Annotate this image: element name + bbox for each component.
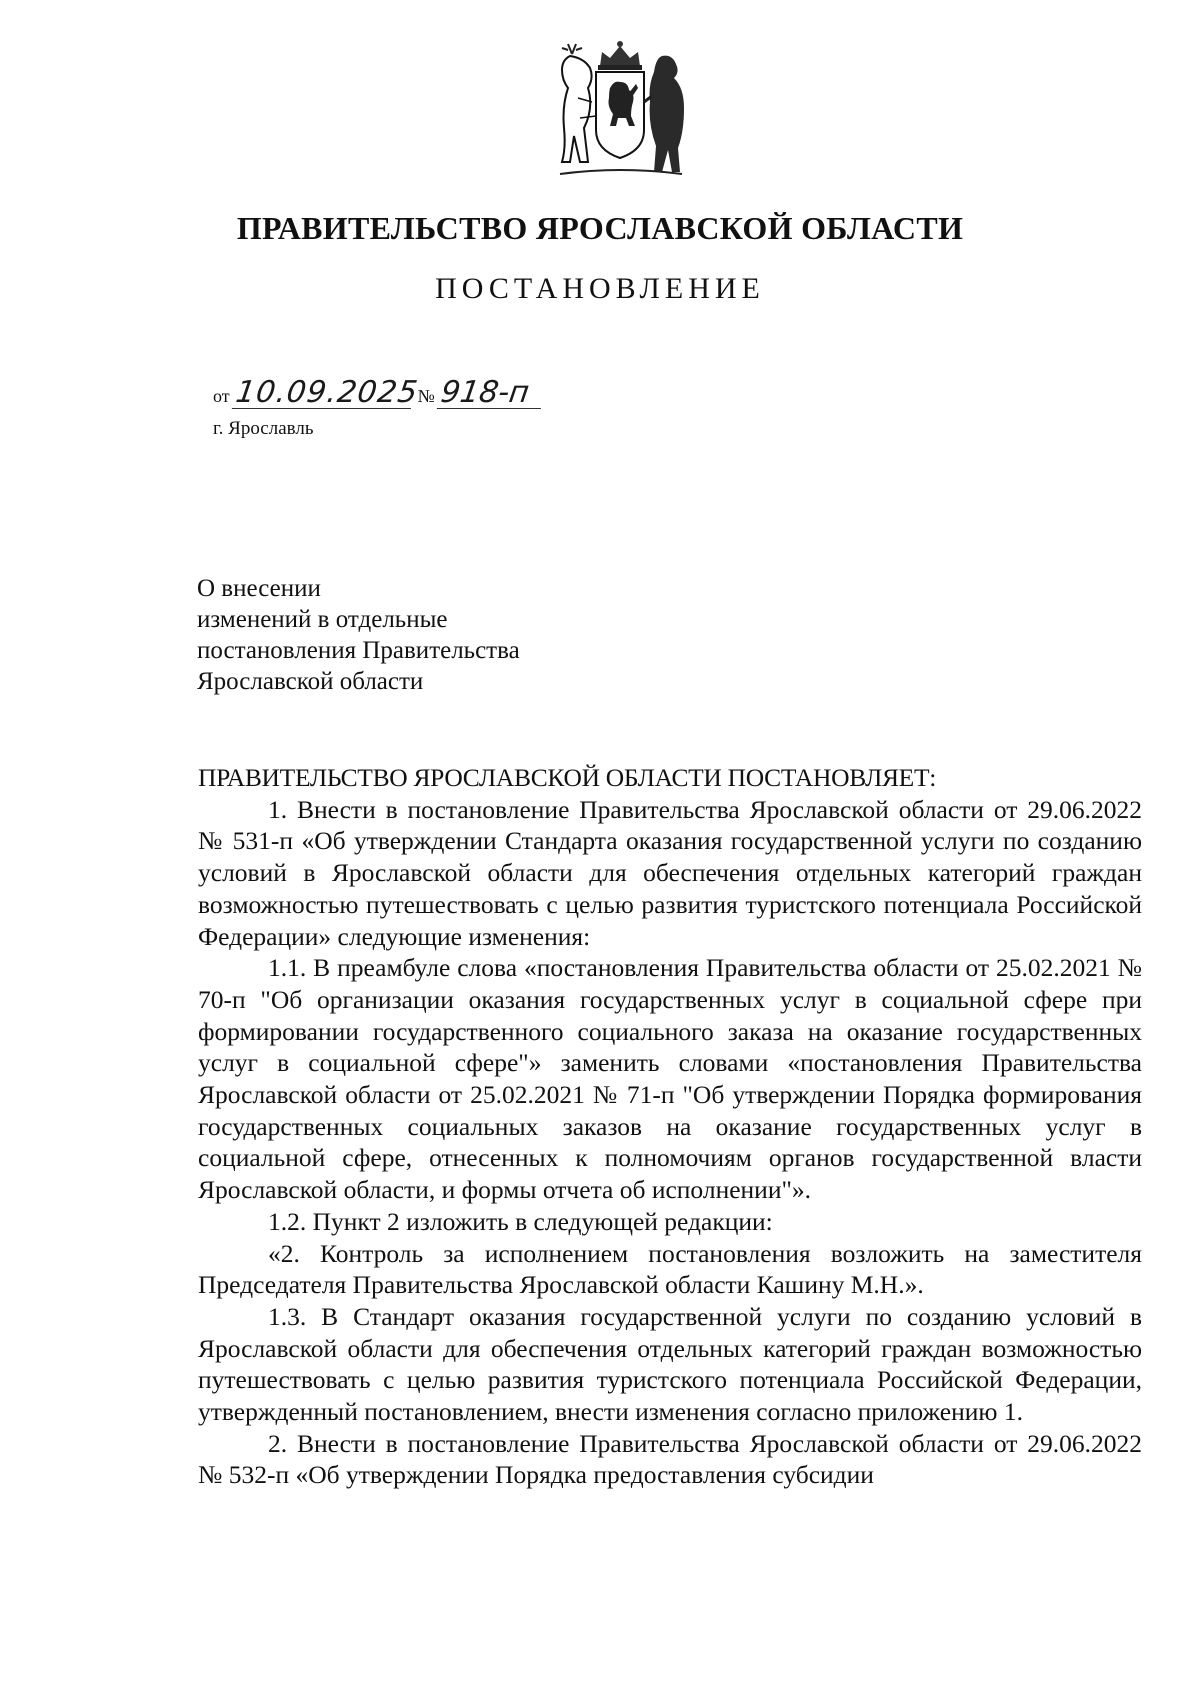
- body-paragraph: 1.2. Пункт 2 изложить в следующей редакции:: [268, 1206, 773, 1236]
- date-number-line: [213, 375, 543, 410]
- subject-line: Ярославской области: [197, 668, 424, 695]
- body-paragraph: 1.3. В Стандарт оказания государственной услуги по созданию условий в Ярославской области для обеспечения отдельных категорий граждан возможностью путешествовать с целью развития туристского потенциала Российской Федерации, утвержденный постановлением, внести изменения согласно приложению 1.: [198, 1301, 1142, 1427]
- subject-line: постановления Правительства: [197, 637, 520, 664]
- document-type-title: ПОСТАНОВЛЕНИЕ: [435, 272, 765, 305]
- date-prefix: от: [213, 386, 230, 406]
- body-paragraph: «2. Контроль за исполнением постановления возложить на заместителя Председателя Правительства Ярославской области Кашину М.Н.».: [198, 1238, 1142, 1300]
- coat-of-arms-emblem: [540, 38, 700, 183]
- subject-line: изменений в отдельные: [197, 606, 448, 633]
- city-label: г. Ярославль: [213, 418, 314, 439]
- decree-number: 918-п: [437, 378, 545, 409]
- subject-line: О внесении: [197, 575, 321, 602]
- body-paragraph: 2. Внести в постановление Правительства Ярославской области от 29.06.2022 № 532-п «Об утверждении Порядка предоставления субсидии: [198, 1428, 1142, 1490]
- government-title: ПРАВИТЕЛЬСТВО ЯРОСЛАВСКОЙ ОБЛАСТИ: [236, 210, 964, 246]
- number-prefix: №: [417, 386, 435, 406]
- body-paragraph: 1.1. В преамбуле слова «постановления Правительства области от 25.02.2021 № 70-п "Об организации оказания государственных услуг в социальной сфере при формировании государственного социального заказа на оказание государственных услуг в социальной сфере"» заменить словами «постановления Правительства Ярославской области от 25.02.2021 № 71-п "Об утверждении Порядка формирования государственных социальных заказов на оказание государственных услуг в социальной сфере, отнесенных к полномочиям органов государственной власти Ярославской области, и формы отчета об исполнении"».: [198, 953, 1142, 1205]
- decree-subject: [197, 573, 520, 697]
- decree-lead: ПРАВИТЕЛЬСТВО ЯРОСЛАВСКОЙ ОБЛАСТИ ПОСТАНОВЛЯЕТ:: [198, 763, 937, 792]
- decree-body: [198, 762, 1142, 1491]
- decree-date: 10.09.2025: [233, 375, 421, 410]
- body-paragraph: 1. Внести в постановление Правительства Ярославской области от 29.06.2022 № 531-п «Об утверждении Стандарта оказания государственной услуги по созданию условий в Ярославской области для обеспечения отдельных категорий граждан возможностью путешествовать с целью развития туристского потенциала Российской Федерации» следующие изменения:: [198, 794, 1142, 951]
